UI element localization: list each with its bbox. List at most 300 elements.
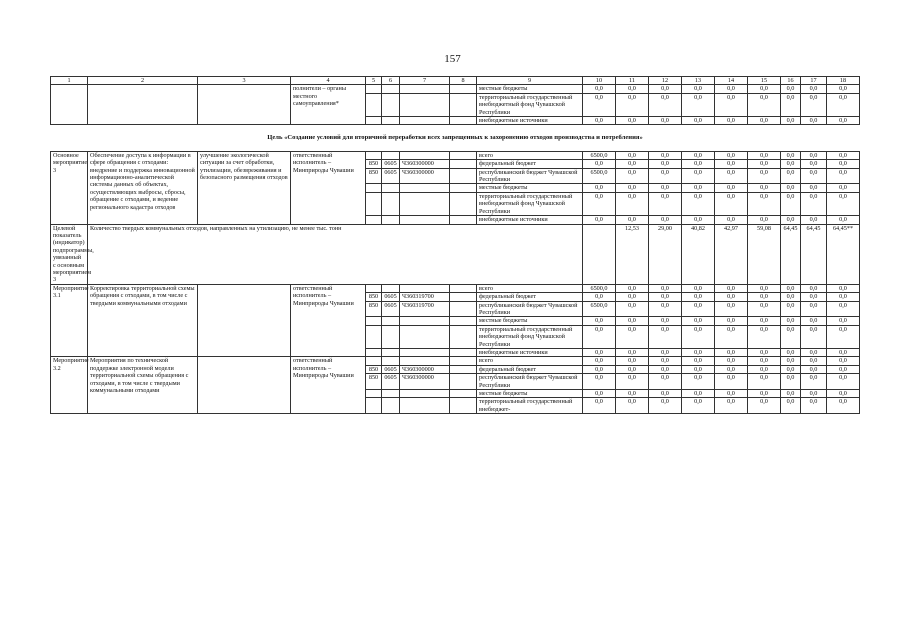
funding-value: 0,0 — [616, 151, 649, 159]
indicator-value: 64,45** — [827, 224, 860, 284]
measure-title: Основное мероприятие 3 — [51, 151, 88, 224]
funding-value: 0,0 — [715, 160, 748, 168]
pr-code — [382, 184, 400, 192]
funding-value: 0,0 — [781, 216, 801, 224]
csr-code: Ч360319700 — [400, 301, 450, 317]
expected-result — [198, 284, 291, 357]
funding-value: 0,0 — [616, 398, 649, 414]
measure-name: Мероприятия по технической поддержке электронной модели территориальной схемы обращения с отходами, в том числе с твердыми коммунальными отходами — [88, 357, 198, 414]
funding-value: 0,0 — [748, 390, 781, 398]
pr-code: 0605 — [382, 293, 400, 301]
funding-source: территориальный государственный внебюджет- — [477, 398, 583, 414]
funding-value: 0,0 — [583, 398, 616, 414]
funding-value: 0,0 — [616, 365, 649, 373]
funding-value: 0,0 — [682, 93, 715, 116]
funding-value: 0,0 — [781, 365, 801, 373]
column-number: 15 — [748, 77, 781, 85]
funding-value: 0,0 — [715, 168, 748, 184]
column-number: 13 — [682, 77, 715, 85]
funding-source: республиканский бюджет Чувашской Республики — [477, 374, 583, 390]
funding-value: 0,0 — [583, 184, 616, 192]
funding-value: 0,0 — [715, 192, 748, 215]
funding-source: всего — [477, 284, 583, 292]
pr-code — [382, 325, 400, 348]
funding-value: 0,0 — [715, 284, 748, 292]
funding-value: 0,0 — [649, 301, 682, 317]
funding-value: 0,0 — [801, 398, 827, 414]
column-number: 9 — [477, 77, 583, 85]
funding-source: местные бюджеты — [477, 390, 583, 398]
pr-code — [382, 117, 400, 125]
funding-value: 0,0 — [682, 216, 715, 224]
funding-value: 0,0 — [715, 216, 748, 224]
column-number: 12 — [649, 77, 682, 85]
csr-code — [400, 216, 450, 224]
csr-code: Ч360300000 — [400, 365, 450, 373]
funding-value: 0,0 — [748, 365, 781, 373]
indicator-title: Целевой показатель (индикатор) подпрограммы, увязанный с основным мероприятием 3 — [51, 224, 88, 284]
pr-code — [382, 284, 400, 292]
funding-source: внебюджетные источники — [477, 349, 583, 357]
funding-value: 0,0 — [616, 390, 649, 398]
vr-code — [450, 398, 477, 414]
funding-source: территориальный государственный внебюджетный фонд Чувашской Республики — [477, 93, 583, 116]
funding-value: 0,0 — [781, 85, 801, 93]
vr-code — [450, 293, 477, 301]
funding-value: 6500,0 — [583, 301, 616, 317]
funding-value: 0,0 — [827, 365, 860, 373]
column-number: 1 — [51, 77, 88, 85]
funding-value: 0,0 — [649, 317, 682, 325]
pr-code — [382, 216, 400, 224]
funding-source: федеральный бюджет — [477, 293, 583, 301]
funding-value: 0,0 — [748, 325, 781, 348]
funding-value: 0,0 — [649, 93, 682, 116]
funding-value: 0,0 — [748, 192, 781, 215]
vr-code — [450, 85, 477, 93]
funding-value: 0,0 — [682, 390, 715, 398]
funding-value: 0,0 — [649, 284, 682, 292]
rz-code: 850 — [366, 374, 382, 390]
funding-value: 0,0 — [616, 317, 649, 325]
rz-code — [366, 325, 382, 348]
funding-value: 0,0 — [649, 349, 682, 357]
funding-value: 0,0 — [682, 325, 715, 348]
csr-code — [400, 398, 450, 414]
csr-code — [400, 151, 450, 159]
funding-value: 0,0 — [682, 151, 715, 159]
funding-value: 0,0 — [649, 184, 682, 192]
funding-value: 0,0 — [583, 325, 616, 348]
column-number: 8 — [450, 77, 477, 85]
funding-value: 0,0 — [827, 151, 860, 159]
funding-value: 0,0 — [682, 301, 715, 317]
funding-value: 0,0 — [781, 284, 801, 292]
funding-value: 0,0 — [616, 85, 649, 93]
funding-value: 0,0 — [827, 117, 860, 125]
vr-code — [450, 301, 477, 317]
column-number: 18 — [827, 77, 860, 85]
funding-value: 0,0 — [781, 93, 801, 116]
funding-value: 0,0 — [583, 390, 616, 398]
funding-value: 0,0 — [583, 365, 616, 373]
funding-value: 0,0 — [715, 117, 748, 125]
funding-value: 0,0 — [616, 349, 649, 357]
funding-value: 0,0 — [682, 117, 715, 125]
rz-code — [366, 390, 382, 398]
csr-code — [400, 93, 450, 116]
measure-title: Мероприятие 3.1 — [51, 284, 88, 357]
funding-value: 0,0 — [801, 374, 827, 390]
funding-value: 0,0 — [801, 357, 827, 365]
rz-code: 850 — [366, 301, 382, 317]
funding-value: 0,0 — [801, 390, 827, 398]
funding-value: 0,0 — [781, 349, 801, 357]
funding-value: 0,0 — [616, 216, 649, 224]
vr-code — [450, 160, 477, 168]
funding-value: 0,0 — [616, 325, 649, 348]
column-number: 4 — [291, 77, 366, 85]
funding-source: всего — [477, 151, 583, 159]
vr-code — [450, 168, 477, 184]
cont-col2 — [88, 85, 198, 125]
pr-code — [382, 85, 400, 93]
funding-value: 0,0 — [649, 293, 682, 301]
vr-code — [450, 192, 477, 215]
funding-value: 0,0 — [748, 349, 781, 357]
pr-code: 0605 — [382, 160, 400, 168]
funding-value: 0,0 — [801, 349, 827, 357]
indicator-value: 64,45 — [781, 224, 801, 284]
csr-code — [400, 117, 450, 125]
funding-value: 0,0 — [801, 160, 827, 168]
funding-value: 6500,0 — [583, 151, 616, 159]
funding-value: 0,0 — [583, 374, 616, 390]
funding-value: 0,0 — [715, 357, 748, 365]
funding-value: 0,0 — [715, 151, 748, 159]
funding-value: 0,0 — [583, 293, 616, 301]
funding-value: 0,0 — [715, 85, 748, 93]
cont-col1 — [51, 85, 88, 125]
funding-value: 0,0 — [616, 160, 649, 168]
funding-value: 0,0 — [616, 374, 649, 390]
funding-value: 0,0 — [801, 216, 827, 224]
funding-value: 0,0 — [649, 374, 682, 390]
rz-code — [366, 284, 382, 292]
csr-code — [400, 317, 450, 325]
funding-value: 0,0 — [682, 374, 715, 390]
expected-result — [198, 357, 291, 414]
funding-value: 0,0 — [682, 398, 715, 414]
column-number: 10 — [583, 77, 616, 85]
funding-value: 0,0 — [827, 374, 860, 390]
vr-code — [450, 284, 477, 292]
csr-code: Ч360300000 — [400, 160, 450, 168]
funding-value: 0,0 — [715, 93, 748, 116]
csr-code — [400, 349, 450, 357]
vr-code — [450, 325, 477, 348]
funding-value: 0,0 — [748, 317, 781, 325]
funding-value: 0,0 — [827, 317, 860, 325]
funding-value: 0,0 — [682, 192, 715, 215]
program-table — [50, 76, 860, 414]
funding-value: 0,0 — [682, 317, 715, 325]
funding-value: 0,0 — [616, 293, 649, 301]
funding-value: 0,0 — [583, 117, 616, 125]
funding-value: 0,0 — [748, 85, 781, 93]
column-number: 17 — [801, 77, 827, 85]
funding-value: 0,0 — [748, 117, 781, 125]
funding-value: 0,0 — [748, 301, 781, 317]
vr-code — [450, 93, 477, 116]
funding-source: республиканский бюджет Чувашской Республики — [477, 168, 583, 184]
funding-value: 0,0 — [649, 117, 682, 125]
funding-value: 0,0 — [715, 317, 748, 325]
funding-value: 0,0 — [616, 93, 649, 116]
funding-value: 0,0 — [748, 93, 781, 116]
funding-value: 0,0 — [649, 151, 682, 159]
pr-code: 0605 — [382, 374, 400, 390]
funding-value: 0,0 — [649, 357, 682, 365]
funding-value: 0,0 — [616, 301, 649, 317]
funding-value: 0,0 — [781, 168, 801, 184]
page-number: 157 — [444, 53, 461, 65]
measure-name: Обеспечение доступа к информации в сфере обращения с отходами: внедрение и поддержка инновационной информационно-аналитической системы данных об объектах, осуществляющих выбросы, сбросы, обращение с отходами, и ведение регионального кадастра отходов — [88, 151, 198, 224]
funding-source: федеральный бюджет — [477, 365, 583, 373]
funding-value: 0,0 — [682, 160, 715, 168]
responsible-executor: полнители – органы местного самоуправления* — [291, 85, 366, 125]
indicator-value: 59,08 — [748, 224, 781, 284]
funding-value: 0,0 — [682, 349, 715, 357]
funding-value: 0,0 — [649, 160, 682, 168]
pr-code — [382, 390, 400, 398]
funding-value: 0,0 — [781, 301, 801, 317]
funding-value: 0,0 — [583, 192, 616, 215]
funding-source: местные бюджеты — [477, 85, 583, 93]
funding-source: местные бюджеты — [477, 317, 583, 325]
funding-value: 0,0 — [827, 93, 860, 116]
funding-value: 0,0 — [827, 301, 860, 317]
rz-code — [366, 317, 382, 325]
rz-code — [366, 93, 382, 116]
funding-value: 0,0 — [801, 301, 827, 317]
rz-code: 850 — [366, 365, 382, 373]
funding-value: 0,0 — [649, 168, 682, 184]
pr-code: 0605 — [382, 365, 400, 373]
cont-col3 — [198, 85, 291, 125]
funding-value: 0,0 — [682, 293, 715, 301]
funding-value: 0,0 — [682, 365, 715, 373]
funding-value: 0,0 — [682, 85, 715, 93]
funding-value: 0,0 — [827, 192, 860, 215]
funding-value: 0,0 — [748, 374, 781, 390]
csr-code: Ч360319700 — [400, 293, 450, 301]
funding-value: 0,0 — [801, 151, 827, 159]
funding-value: 0,0 — [827, 293, 860, 301]
indicator-value: 12,53 — [616, 224, 649, 284]
rz-code — [366, 216, 382, 224]
funding-value: 0,0 — [801, 184, 827, 192]
funding-value: 0,0 — [649, 365, 682, 373]
funding-value: 0,0 — [827, 357, 860, 365]
column-number: 14 — [715, 77, 748, 85]
measure-title: Мероприятие 3.2 — [51, 357, 88, 414]
vr-code — [450, 349, 477, 357]
indicator-row — [51, 224, 860, 284]
indicator-value: 42,97 — [715, 224, 748, 284]
csr-code: Ч360300000 — [400, 168, 450, 184]
column-number: 7 — [400, 77, 450, 85]
funding-value: 0,0 — [682, 184, 715, 192]
funding-source: внебюджетные источники — [477, 117, 583, 125]
indicator-text: Количество твердых коммунальных отходов, направленных на утилизацию, не менее тыс. тонн — [88, 224, 583, 284]
funding-value: 0,0 — [801, 192, 827, 215]
csr-code — [400, 357, 450, 365]
funding-value: 0,0 — [748, 398, 781, 414]
funding-value: 0,0 — [715, 390, 748, 398]
indicator-value: 64,45 — [801, 224, 827, 284]
funding-value: 0,0 — [801, 168, 827, 184]
vr-code — [450, 390, 477, 398]
funding-source: федеральный бюджет — [477, 160, 583, 168]
responsible-executor: ответственный исполнитель – Минприроды Чувашии — [291, 151, 366, 224]
csr-code — [400, 284, 450, 292]
pr-code: 0605 — [382, 301, 400, 317]
pr-code — [382, 93, 400, 116]
funding-value: 6500,0 — [583, 284, 616, 292]
pr-code: 0605 — [382, 168, 400, 184]
funding-value: 0,0 — [801, 365, 827, 373]
rz-code — [366, 151, 382, 159]
funding-row — [51, 284, 860, 292]
funding-value: 0,0 — [827, 160, 860, 168]
funding-value: 0,0 — [801, 293, 827, 301]
funding-value: 0,0 — [583, 160, 616, 168]
indicator-value: 40,82 — [682, 224, 715, 284]
column-number: 3 — [198, 77, 291, 85]
vr-code — [450, 184, 477, 192]
vr-code — [450, 317, 477, 325]
funding-row — [51, 85, 860, 93]
csr-code — [400, 390, 450, 398]
funding-value: 0,0 — [616, 357, 649, 365]
pr-code — [382, 151, 400, 159]
pr-code — [382, 317, 400, 325]
funding-value: 0,0 — [715, 325, 748, 348]
funding-row — [51, 151, 860, 159]
funding-value: 0,0 — [781, 117, 801, 125]
csr-code — [400, 192, 450, 215]
funding-value: 0,0 — [801, 317, 827, 325]
goal-row — [51, 125, 860, 151]
column-number: 16 — [781, 77, 801, 85]
responsible-executor: ответственный исполнитель – Минприроды Чувашии — [291, 284, 366, 357]
responsible-executor: ответственный исполнитель – Минприроды Чувашии — [291, 357, 366, 414]
indicator-value: 29,00 — [649, 224, 682, 284]
funding-value: 0,0 — [827, 325, 860, 348]
pr-code — [382, 349, 400, 357]
csr-code — [400, 184, 450, 192]
vr-code — [450, 374, 477, 390]
goal-heading: Цель «Создание условий для вторичной переработки всех запрещенных к захоронению отходов производства и потребления» — [51, 125, 860, 151]
csr-code — [400, 325, 450, 348]
column-number: 11 — [616, 77, 649, 85]
vr-code — [450, 117, 477, 125]
funding-value: 0,0 — [649, 85, 682, 93]
pr-code — [382, 398, 400, 414]
rz-code — [366, 85, 382, 93]
funding-value: 0,0 — [649, 192, 682, 215]
funding-value: 0,0 — [616, 117, 649, 125]
funding-value: 0,0 — [649, 325, 682, 348]
pr-code — [382, 192, 400, 215]
funding-value: 0,0 — [583, 357, 616, 365]
column-number: 5 — [366, 77, 382, 85]
funding-value: 0,0 — [827, 168, 860, 184]
funding-value: 0,0 — [781, 390, 801, 398]
funding-value: 0,0 — [748, 151, 781, 159]
measure-name: Корректировка территориальной схемы обращения с отходами, в том числе с твердыми коммунальными отходами — [88, 284, 198, 357]
column-number: 2 — [88, 77, 198, 85]
funding-value: 0,0 — [801, 325, 827, 348]
pr-code — [382, 357, 400, 365]
funding-value: 0,0 — [616, 284, 649, 292]
funding-value: 0,0 — [781, 160, 801, 168]
funding-value: 0,0 — [649, 390, 682, 398]
funding-value: 0,0 — [748, 160, 781, 168]
funding-value: 0,0 — [781, 184, 801, 192]
expected-result: улучшение экологической ситуации за счет обработки, утилизации, обезвреживания и безопасного размещения отходов — [198, 151, 291, 224]
rz-code: 850 — [366, 293, 382, 301]
funding-value: 0,0 — [649, 398, 682, 414]
funding-value: 0,0 — [827, 216, 860, 224]
funding-value: 0,0 — [827, 284, 860, 292]
funding-value: 0,0 — [801, 117, 827, 125]
column-number-row — [51, 77, 860, 85]
funding-value: 0,0 — [583, 216, 616, 224]
funding-value: 0,0 — [748, 216, 781, 224]
rz-code: 850 — [366, 168, 382, 184]
rz-code — [366, 184, 382, 192]
csr-code: Ч360300000 — [400, 374, 450, 390]
funding-value: 0,0 — [715, 184, 748, 192]
rz-code: 850 — [366, 160, 382, 168]
funding-value: 0,0 — [801, 93, 827, 116]
funding-value: 0,0 — [715, 398, 748, 414]
funding-value: 0,0 — [748, 357, 781, 365]
funding-value: 0,0 — [827, 349, 860, 357]
csr-code — [400, 85, 450, 93]
funding-value: 0,0 — [827, 184, 860, 192]
funding-value: 6500,0 — [583, 168, 616, 184]
funding-value: 0,0 — [781, 374, 801, 390]
funding-value: 0,0 — [781, 357, 801, 365]
funding-source: всего — [477, 357, 583, 365]
funding-value: 0,0 — [682, 284, 715, 292]
funding-value: 0,0 — [781, 317, 801, 325]
funding-value: 0,0 — [715, 293, 748, 301]
funding-value: 0,0 — [748, 184, 781, 192]
funding-value: 0,0 — [715, 301, 748, 317]
funding-value: 0,0 — [715, 374, 748, 390]
funding-value: 0,0 — [748, 284, 781, 292]
vr-code — [450, 216, 477, 224]
funding-value: 0,0 — [715, 349, 748, 357]
funding-value: 0,0 — [715, 365, 748, 373]
funding-value: 0,0 — [583, 349, 616, 357]
indicator-blank — [583, 224, 616, 284]
funding-source: внебюджетные источники — [477, 216, 583, 224]
